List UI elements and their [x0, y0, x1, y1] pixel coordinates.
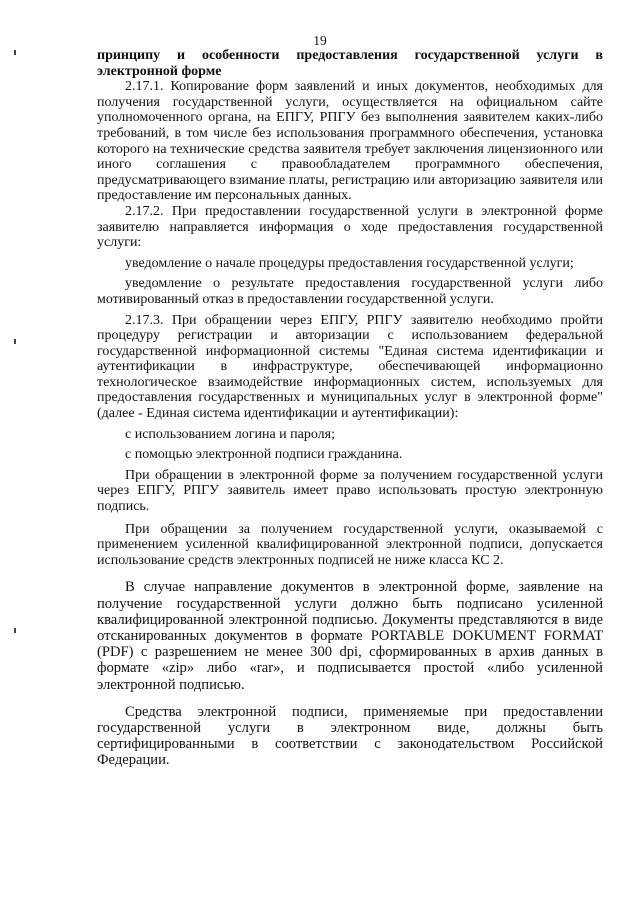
paragraph-signature-certification: Средства электронной подписи, применяемые при предоставлении государственной услуги в электронном виде, должны быть сертифицированными в соответствии с законодательством Российской Федерации.	[97, 703, 603, 769]
paragraph-2-17-2: 2.17.2. При предоставлении государственной услуги в электронной форме заявителю направляется информация о ходе предоставления государственной услуги:	[97, 203, 603, 251]
margin-mark	[14, 339, 16, 344]
page-number: 19	[313, 33, 327, 48]
paragraph-document-format: В случае направление документов в электронной форме, заявление на получение государственной услуги должно быть подписано усиленной квалифицированной электронной подписью. Документы представляются в виде отсканированных документов в формате PORTABLE DOKUMENT FORMAT (PDF) с разрешением не менее 300 dpi, сформированных в архив данных в формате «zip» либо «rar», и подписывается простой «либо усиленной электронной подписью.	[97, 579, 603, 693]
list-item-login-password: с использованием логина и пароля;	[125, 426, 335, 442]
document-body	[97, 48, 603, 769]
list-item-notification-start: уведомление о начале процедуры предоставления государственной услуги;	[125, 255, 574, 271]
paragraph-2-17-1: 2.17.1. Копирование форм заявлений и иных документов, необходимых для получения государственной услуги, осуществляется на официальном сайте уполномоченного органа, на ЕПГУ, РПГУ без выполнения заявителем каких-либо требований, в том числе без использования программного обеспечения, установка которого на технические средства заявителя требует заключения лицензионного или иного соглашения с правообладателем программного обеспечения, предусматривающего взимание платы, регистрацию или авторизацию заявителя или предоставление им персональных данных.	[97, 79, 603, 204]
section-heading: принципу и особенности предоставления государственной услуги в электронной форме	[97, 48, 603, 79]
margin-mark	[14, 50, 16, 55]
list-item-electronic-signature: с помощью электронной подписи гражданина.	[125, 447, 403, 463]
list-item-notification-result: уведомление о результате предоставления государственной услуги либо мотивированный отказ в предоставлении государственной услуги.	[97, 276, 603, 307]
paragraph-qualified-signature: При обращении за получением государственной услуги, оказываемой с применением усиленной квалифицированной электронной подписи, допускается использование средств электронных подписей не ниже класса КС 2.	[97, 521, 603, 568]
paragraph-2-17-3: 2.17.3. При обращении через ЕПГУ, РПГУ заявителю необходимо пройти процедуру регистрации и авторизации с использованием федеральной государственной информационной системы "Единая система идентификации и аутентификации в инфраструктуре, обеспечивающей информационно технологическое взаимодействие информационных систем, используемых для предоставления государственных и муниципальных услуг в электронной форме" (далее - Единая система идентификации и аутентификации):	[97, 312, 603, 422]
paragraph-simple-signature: При обращении в электронной форме за получением государственной услуги через ЕПГУ, РПГУ заявитель имеет право использовать простую электронную подпись.	[97, 467, 603, 515]
margin-mark	[14, 628, 16, 633]
